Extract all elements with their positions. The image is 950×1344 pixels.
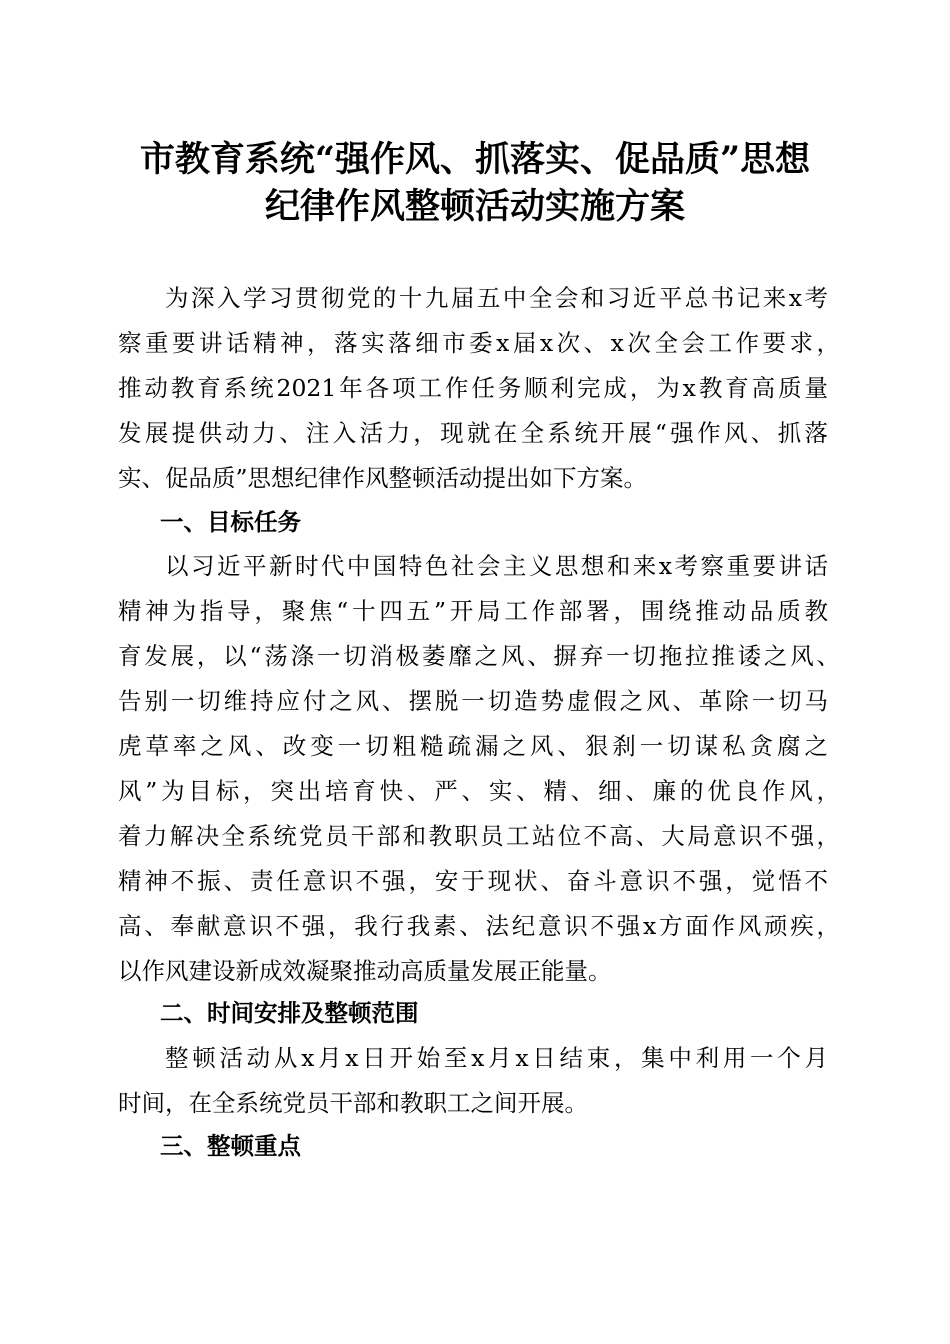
paragraph-line: 为深入学习贯彻党的十九届五中全会和习近平总书记来x考 [165, 284, 828, 312]
paragraph-line: 育发展，以“荡涤一切消极萎靡之风、摒弃一切拖拉推诿之风、 [118, 642, 840, 670]
paragraph-line: 风”为目标，突出培育快、严、实、精、细、廉的优良作风， [118, 777, 840, 805]
paragraph-line: 高、奉献意识不强，我行我素、法纪意识不强x方面作风顽疾， [118, 912, 840, 940]
paragraph-line: 实、促品质”思想纪律作风整顿活动提出如下方案。 [118, 464, 648, 492]
paragraph-line: 告别一切维持应付之风、摆脱一切造势虚假之风、革除一切马 [118, 687, 828, 715]
document-title-line-2: 纪律作风整顿活动实施方案 [264, 186, 685, 227]
paragraph-line: 以习近平新时代中国特色社会主义思想和来x考察重要讲话 [165, 552, 828, 580]
paragraph-line: 虎草率之风、改变一切粗糙疏漏之风、狠刹一切谋私贪腐之 [118, 732, 828, 760]
paragraph-line: 察重要讲话精神，落实落细市委x届x次、x次全会工作要求， [118, 329, 840, 357]
paragraph-line: 着力解决全系统党员干部和教职员工站位不高、大局意识不强， [118, 822, 840, 850]
paragraph-line: 推动教育系统2021年各项工作任务顺利完成，为x教育高质量 [118, 374, 828, 402]
paragraph-line: 以作风建设新成效凝聚推动高质量发展正能量。 [118, 957, 612, 985]
paragraph-line: 时间，在全系统党员干部和教职工之间开展。 [118, 1089, 588, 1117]
section-heading-schedule: 二、时间安排及整顿范围 [160, 999, 419, 1027]
document-title-line-1: 市教育系统“强作风、抓落实、促品质”思想 [139, 139, 811, 180]
paragraph-line: 整顿活动从x月x日开始至x月x日结束，集中利用一个月 [165, 1044, 828, 1072]
section-heading-goals: 一、目标任务 [160, 508, 301, 536]
paragraph-line: 发展提供动力、注入活力，现就在全系统开展“强作风、抓落 [118, 419, 828, 447]
section-heading-focus: 三、整顿重点 [160, 1132, 301, 1160]
paragraph-line: 精神不振、责任意识不强，安于现状、奋斗意识不强，觉悟不 [118, 867, 828, 895]
paragraph-line: 精神为指导，聚焦“十四五”开局工作部署，围绕推动品质教 [118, 597, 828, 625]
